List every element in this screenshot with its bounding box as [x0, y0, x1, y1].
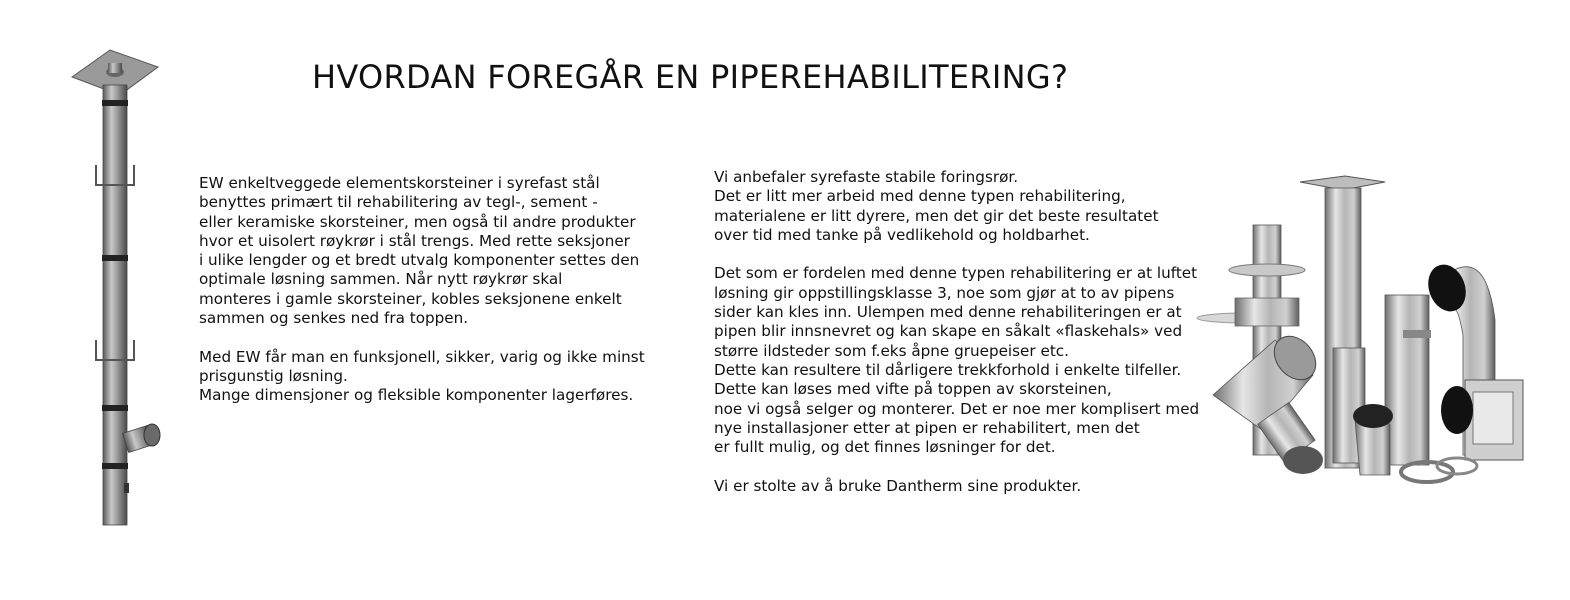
text-line: EW enkeltveggede elementskorsteiner i syrefast stål: [199, 174, 600, 192]
text-line: Dette kan løses med vifte på toppen av skorsteinen,: [714, 380, 1112, 399]
text-line: sider kan kles inn. Ulempen med denne rehabiliteringen er at: [714, 303, 1182, 322]
text-line: pipen blir innsnevret og kan skape en såkalt «flaskehals» ved: [714, 322, 1183, 341]
text-line: benyttes primært til rehabilitering av tegl-, sement -: [199, 193, 598, 212]
chimney-components-photo: [1195, 170, 1535, 500]
text-line: løsning gir oppstillingsklasse 3, noe som gjør at to av pipens: [714, 283, 1175, 302]
text-line: Det som er fordelen med denne typen rehabilitering er at luftet: [714, 264, 1198, 283]
text-line: Vi anbefaler syrefaste stabile foringsrør.: [714, 168, 1019, 186]
text-line: monteres i gamle skorsteiner, kobles seksjonene enkelt: [199, 289, 622, 308]
text-line: noe vi også selger og monterer. Det er noe mer komplisert med: [714, 399, 1200, 418]
text-line: større ildsteder som f.eks åpne gruepeiser etc.: [714, 341, 1069, 360]
text-line: nye installasjoner etter at pipen er rehabilitert, men det: [714, 418, 1140, 437]
text-line: optimale løsning sammen. Når nytt røykrør skal: [199, 270, 563, 289]
chimney-liner-illustration: [70, 45, 170, 530]
text-line: Det er litt mer arbeid med denne typen rehabilitering,: [714, 187, 1126, 206]
text-line: Dette kan resultere til dårligere trekkforhold i enkelte tilfeller.: [714, 360, 1182, 379]
recommendation-text-column: [714, 168, 1199, 496]
text-line: sammen og senkes ned fra toppen.: [199, 309, 469, 328]
text-line: Med EW får man en funksjonell, sikker, varig og ikke minst: [199, 347, 645, 366]
text-line: Vi er stolte av å bruke Dantherm sine produkter.: [714, 476, 1082, 495]
text-line: hvor et uisolert røykrør i stål trengs. Med rette seksjoner: [199, 231, 630, 250]
text-line: Mange dimensjoner og fleksible komponenter lagerføres.: [199, 386, 634, 405]
text-line: er fullt mulig, og det finnes løsninger for det.: [714, 438, 1056, 457]
text-line: prisgunstig løsning.: [199, 366, 348, 385]
page-title: HVORDAN FOREGÅR EN PIPEREHABILITERING?: [312, 58, 1069, 96]
text-line: eller keramiske skorsteiner, men også til andre produkter: [199, 212, 636, 231]
text-line: over tid med tanke på vedlikehold og holdbarhet.: [714, 225, 1090, 244]
text-line: i ulike lengder og et bredt utvalg komponenter settes den: [199, 251, 640, 270]
text-line: materialene er litt dyrere, men det gir det beste resultatet: [714, 206, 1159, 225]
intro-text-column: [199, 174, 645, 406]
